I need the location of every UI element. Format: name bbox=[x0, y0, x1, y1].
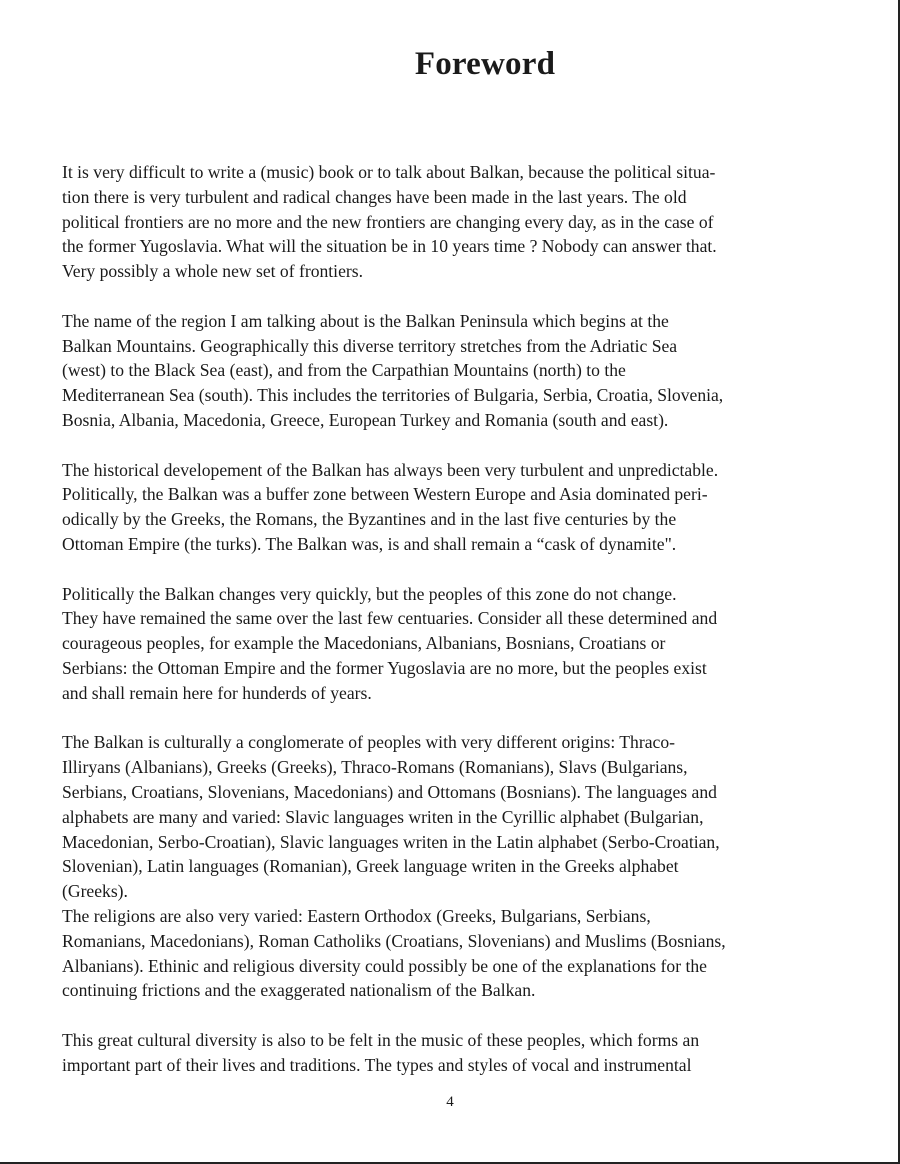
text-line: Politically, the Balkan was a buffer zone between Western Europe and Asia dominated peri- bbox=[62, 484, 708, 505]
text-line: It is very difficult to write a (music) book or to talk about Balkan, because the political situa- bbox=[62, 162, 716, 182]
text-line: This great cultural diversity is also to be felt in the music of these peoples, which forms an bbox=[62, 1029, 700, 1050]
text-line: The religions are also very varied: Eastern Orthodox (Greeks, Bulgarians, Serbians, bbox=[62, 905, 651, 926]
text-line: Macedonian, Serbo-Croatian), Slavic languages writen in the Latin alphabet (Serbo-Croatian, bbox=[62, 831, 720, 852]
text-line: and shall remain here for hunderds of years. bbox=[62, 682, 372, 703]
text-line: alphabets are many and varied: Slavic languages writen in the Cyrillic alphabet (Bulgarian, bbox=[62, 806, 704, 827]
paragraph-2 bbox=[62, 309, 852, 433]
text-line: odically by the Greeks, the Romans, the Byzantines and in the last five centuries by the bbox=[62, 509, 677, 530]
text-line: Balkan Mountains. Geographically this diverse territory stretches from the Adriatic Sea bbox=[62, 335, 678, 356]
text-line: important part of their lives and traditions. The types and styles of vocal and instrumental bbox=[62, 1054, 692, 1075]
paragraph-3 bbox=[62, 458, 852, 557]
paragraph-1 bbox=[62, 160, 852, 284]
body-text bbox=[62, 160, 852, 1102]
text-line: the former Yugoslavia. What will the situation be in 10 years time ? Nobody can answer that. bbox=[62, 236, 717, 257]
text-line: Bosnia, Albania, Macedonia, Greece, European Turkey and Romania (south and east). bbox=[62, 409, 669, 430]
text-line: Ottoman Empire (the turks). The Balkan was, is and shall remain a “cask of dynamite". bbox=[62, 533, 677, 554]
text-line: Politically the Balkan changes very quickly, but the peoples of this zone do not change. bbox=[62, 583, 677, 604]
page-number: 4 bbox=[446, 1094, 454, 1110]
text-line: political frontiers are no more and the new frontiers are changing every day, as in the case of bbox=[62, 211, 714, 232]
text-line: (Greeks). bbox=[62, 881, 128, 902]
text-line: The name of the region I am talking about is the Balkan Peninsula which begins at the bbox=[62, 310, 669, 331]
text-line: Very possibly a whole new set of frontiers. bbox=[62, 261, 363, 282]
text-line: courageous peoples, for example the Macedonians, Albanians, Bosnians, Croatians or bbox=[62, 633, 666, 654]
text-line: tion there is very turbulent and radical changes have been made in the last years. The old bbox=[62, 186, 687, 207]
text-line: They have remained the same over the last few centuaries. Consider all these determined and bbox=[62, 608, 718, 629]
page-title: Foreword bbox=[414, 46, 556, 82]
text-line: Romanians, Macedonians), Roman Catholiks (Croatians, Slovenians) and Muslims (Bosnians, bbox=[62, 930, 726, 951]
paragraph-6 bbox=[62, 904, 852, 1003]
text-line: Serbians, Croatians, Slovenians, Macedonians) and Ottomans (Bosnians). The languages and bbox=[62, 781, 717, 802]
text-line: Albanians). Ethinic and religious diversity could possibly be one of the explanations for the bbox=[62, 955, 707, 976]
text-line: Illiryans (Albanians), Greeks (Greeks), Thraco-Romans (Romanians), Slavs (Bulgarians, bbox=[62, 757, 688, 778]
text-line: (west) to the Black Sea (east), and from the Carpathian Mountains (north) to the bbox=[62, 360, 626, 381]
paragraph-5 bbox=[62, 730, 852, 904]
paragraph-7 bbox=[62, 1028, 852, 1078]
text-line: Slovenian), Latin languages (Romanian), Greek language writen in the Greeks alphabet bbox=[62, 856, 679, 877]
text-line: Serbians: the Ottoman Empire and the former Yugoslavia are no more, but the peoples exist bbox=[62, 657, 707, 678]
text-line: The Balkan is culturally a conglomerate of peoples with very different origins: Thraco- bbox=[62, 732, 675, 753]
text-line: continuing frictions and the exaggerated nationalism of the Balkan. bbox=[62, 980, 536, 1001]
paragraph-4 bbox=[62, 582, 852, 706]
text-line: The historical developement of the Balkan has always been very turbulent and unpredictable. bbox=[62, 459, 719, 480]
text-line: Mediterranean Sea (south). This includes the territories of Bulgaria, Serbia, Croatia, Slovenia, bbox=[62, 385, 724, 406]
